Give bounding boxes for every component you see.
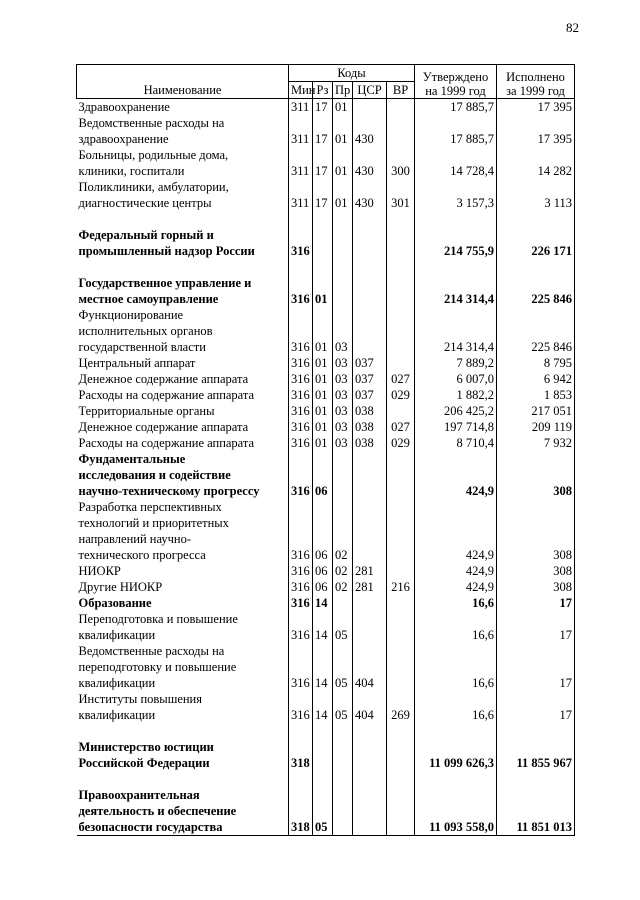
cell-executed: 1 853 [497,387,575,403]
cell-pr [333,739,353,771]
table-row [77,307,575,355]
cell-name: Другие НИОКР [78,580,163,594]
header-approved: Утверждено на 1999 год [415,65,497,99]
cell-pr: 01 [333,179,353,211]
cell-approved: 424,9 [415,579,497,595]
cell-vr [387,499,415,563]
cell-min: 316 [289,227,313,259]
cell-min: 318 [289,739,313,771]
cell-name [77,211,289,227]
cell-rz: 05 [313,787,333,836]
cell-rz [313,723,333,739]
header-codes: Коды [289,65,415,82]
cell-vr: 269 [387,691,415,723]
cell-name: Переподготовка и повышение квалификации [78,612,238,642]
cell-csr: 038 [353,435,387,451]
cell-executed: 217 051 [497,403,575,419]
cell-min: 316 [289,499,313,563]
cell-min [289,771,313,787]
cell-pr: 05 [333,691,353,723]
cell-vr: 300 [387,147,415,179]
cell-executed: 308 [497,499,575,563]
cell-csr [353,275,387,307]
cell-min [289,211,313,227]
cell-min: 311 [289,115,313,147]
cell-vr [387,611,415,643]
cell-min: 311 [289,99,313,116]
cell-executed: 226 171 [497,227,575,259]
cell-pr [333,723,353,739]
cell-csr [353,307,387,355]
cell-executed [497,723,575,739]
cell-pr: 03 [333,403,353,419]
cell-csr [353,499,387,563]
cell-rz: 01 [313,355,333,371]
cell-approved: 424,9 [415,499,497,563]
table-row [77,611,575,643]
table-row [77,787,575,836]
table-row [77,179,575,211]
cell-csr: 430 [353,147,387,179]
cell-executed: 225 846 [497,307,575,355]
cell-approved [415,723,497,739]
cell-min: 311 [289,179,313,211]
cell-pr: 01 [333,115,353,147]
cell-rz: 17 [313,99,333,116]
cell-pr: 02 [333,579,353,595]
cell-vr [387,563,415,579]
cell-csr [353,771,387,787]
cell-vr: 301 [387,179,415,211]
cell-min [289,259,313,275]
cell-approved: 16,6 [415,611,497,643]
cell-executed: 3 113 [497,179,575,211]
cell-rz [313,771,333,787]
cell-min: 316 [289,595,313,611]
cell-csr [353,787,387,836]
cell-csr [353,227,387,259]
cell-csr: 404 [353,691,387,723]
cell-rz: 14 [313,691,333,723]
table-row [77,115,575,147]
cell-executed: 14 282 [497,147,575,179]
cell-vr [387,771,415,787]
cell-min [289,723,313,739]
header-vr: ВР [387,82,415,99]
cell-approved [415,259,497,275]
cell-rz: 06 [313,499,333,563]
cell-approved: 424,9 [415,563,497,579]
cell-approved: 214 755,9 [415,227,497,259]
cell-pr: 05 [333,611,353,643]
cell-name [77,259,289,275]
spacer-row [77,259,575,275]
cell-min: 316 [289,451,313,499]
cell-name: Правоохранительная деятельность и обеспечение безопасности государства [77,787,289,836]
page-number: 82 [566,20,579,35]
cell-approved: 214 314,4 [415,307,497,355]
cell-name: Разработка перспективных технологий и приоритетных направлений научно- технического прогресса [78,500,229,562]
cell-min: 316 [289,643,313,691]
cell-rz: 14 [313,643,333,691]
table-row [77,99,575,116]
cell-approved: 17 885,7 [415,115,497,147]
table-row [77,595,575,611]
budget-table [76,64,575,836]
cell-csr: 430 [353,115,387,147]
cell-approved: 424,9 [415,451,497,499]
cell-vr [387,451,415,499]
cell-executed: 308 [497,451,575,499]
cell-csr: 037 [353,387,387,403]
cell-pr: 03 [333,435,353,451]
cell-name: Поликлиники, амбулатории, диагностические центры [78,180,229,210]
cell-approved: 6 007,0 [415,371,497,387]
cell-vr [387,723,415,739]
cell-approved: 1 882,2 [415,387,497,403]
table-row [77,579,575,595]
cell-name: Ведомственные расходы на здравоохранение [78,116,225,146]
cell-pr [333,275,353,307]
cell-csr [353,259,387,275]
cell-name: Больницы, родильные дома, клиники, госпитали [78,148,229,178]
cell-rz: 01 [313,435,333,451]
cell-vr [387,595,415,611]
cell-csr [353,99,387,116]
cell-min: 316 [289,419,313,435]
header-pr: Пр [333,82,353,99]
table-row [77,435,575,451]
cell-name: Образование [78,596,152,610]
cell-vr [387,307,415,355]
cell-min: 316 [289,275,313,307]
cell-min: 316 [289,387,313,403]
cell-executed: 17 [497,595,575,611]
cell-pr: 03 [333,307,353,355]
cell-name [77,771,289,787]
cell-csr: 038 [353,419,387,435]
header-min: Мин [289,82,313,99]
table-row [77,403,575,419]
cell-name: Расходы на содержание аппарата [78,436,255,450]
cell-min: 316 [289,355,313,371]
cell-rz: 01 [313,371,333,387]
cell-csr: 038 [353,403,387,419]
table-row [77,643,575,691]
cell-min: 311 [289,147,313,179]
cell-min: 316 [289,371,313,387]
table-row [77,739,575,771]
cell-name: Денежное содержание аппарата [78,420,249,434]
table-row [77,691,575,723]
cell-approved: 197 714,8 [415,419,497,435]
cell-pr: 01 [333,147,353,179]
cell-rz: 17 [313,115,333,147]
cell-name: Фундаментальные исследования и содействие научно-техническому прогрессу [78,452,260,498]
cell-executed: 17 [497,691,575,723]
cell-vr: 029 [387,387,415,403]
table-row [77,451,575,499]
cell-approved: 8 710,4 [415,435,497,451]
cell-vr [387,99,415,116]
cell-name [77,723,289,739]
cell-vr: 027 [387,419,415,435]
cell-approved [415,771,497,787]
cell-name: Институты повышения квалификации [78,692,202,722]
cell-vr [387,787,415,836]
cell-rz: 06 [313,563,333,579]
cell-vr [387,259,415,275]
cell-pr: 03 [333,355,353,371]
table-row [77,275,575,307]
cell-executed: 11 851 013 [497,787,575,836]
cell-executed: 17 [497,643,575,691]
table-row [77,371,575,387]
cell-rz: 14 [313,611,333,643]
cell-csr [353,723,387,739]
cell-name: Ведомственные расходы на переподготовку и повышение квалификации [78,644,237,690]
cell-rz: 06 [313,579,333,595]
cell-executed: 7 932 [497,435,575,451]
cell-pr: 03 [333,419,353,435]
cell-rz: 17 [313,179,333,211]
cell-vr [387,227,415,259]
cell-vr: 216 [387,579,415,595]
cell-rz: 01 [313,387,333,403]
cell-approved: 7 889,2 [415,355,497,371]
cell-min: 316 [289,579,313,595]
cell-csr: 404 [353,643,387,691]
cell-vr: 027 [387,371,415,387]
cell-pr: 01 [333,99,353,116]
cell-executed: 8 795 [497,355,575,371]
header-name: Наименование [77,65,289,99]
cell-rz: 14 [313,595,333,611]
cell-executed: 6 942 [497,371,575,387]
cell-rz: 01 [313,275,333,307]
cell-executed [497,771,575,787]
cell-rz: 01 [313,307,333,355]
cell-pr [333,595,353,611]
table-row [77,387,575,403]
cell-executed: 308 [497,563,575,579]
cell-approved: 11 099 626,3 [415,739,497,771]
cell-executed: 17 395 [497,99,575,116]
cell-rz [313,259,333,275]
cell-vr [387,643,415,691]
cell-min: 316 [289,307,313,355]
cell-min: 316 [289,403,313,419]
cell-min: 318 [289,787,313,836]
cell-name: Территориальные органы [78,404,215,418]
cell-min: 316 [289,435,313,451]
cell-executed [497,211,575,227]
cell-csr: 037 [353,355,387,371]
header-row-1 [77,65,575,82]
cell-name: Государственное управление и местное самоуправление [78,276,252,306]
cell-rz: 06 [313,451,333,499]
table-row [77,499,575,563]
header-executed: Исполнено за 1999 год [497,65,575,99]
header-csr: ЦСР [353,82,387,99]
cell-pr [333,211,353,227]
cell-name: Министерство юстиции Российской Федерации [78,740,214,770]
spacer-row [77,723,575,739]
cell-pr: 05 [333,643,353,691]
cell-approved: 11 093 558,0 [415,787,497,836]
cell-name: Функционирование исполнительных органов государственной власти [78,308,213,354]
cell-approved: 17 885,7 [415,99,497,116]
cell-pr [333,259,353,275]
cell-approved: 3 157,3 [415,179,497,211]
cell-vr [387,115,415,147]
cell-executed: 308 [497,579,575,595]
spacer-row [77,771,575,787]
table-row [77,419,575,435]
cell-approved: 16,6 [415,595,497,611]
cell-min: 316 [289,563,313,579]
cell-csr: 281 [353,579,387,595]
cell-csr: 430 [353,179,387,211]
cell-approved [415,211,497,227]
cell-min: 316 [289,691,313,723]
table-body [77,99,575,836]
cell-min: 316 [289,611,313,643]
cell-vr [387,355,415,371]
header-rz: Рз [313,82,333,99]
cell-name: Здравоохранение [78,100,170,114]
cell-vr [387,211,415,227]
cell-approved: 214 314,4 [415,275,497,307]
table-row [77,563,575,579]
cell-pr [333,787,353,836]
cell-executed: 225 846 [497,275,575,307]
cell-pr: 02 [333,563,353,579]
cell-csr [353,611,387,643]
table-row [77,355,575,371]
cell-csr [353,739,387,771]
cell-csr [353,211,387,227]
cell-name: Федеральный горный и промышленный надзор России [78,228,255,258]
cell-pr: 02 [333,499,353,563]
table-row [77,147,575,179]
cell-name: Денежное содержание аппарата [78,372,249,386]
cell-rz: 01 [313,419,333,435]
cell-approved: 16,6 [415,691,497,723]
cell-rz: 17 [313,147,333,179]
cell-rz [313,211,333,227]
cell-pr: 03 [333,387,353,403]
cell-executed: 11 855 967 [497,739,575,771]
cell-executed: 17 [497,611,575,643]
cell-pr: 03 [333,371,353,387]
cell-csr: 281 [353,563,387,579]
cell-vr [387,403,415,419]
cell-csr [353,451,387,499]
cell-vr: 029 [387,435,415,451]
cell-name: НИОКР [78,564,121,578]
cell-vr [387,275,415,307]
cell-rz: 01 [313,403,333,419]
cell-pr [333,451,353,499]
cell-approved: 16,6 [415,643,497,691]
cell-pr [333,227,353,259]
cell-pr [333,771,353,787]
cell-vr [387,739,415,771]
cell-rz [313,227,333,259]
cell-name: Центральный аппарат [78,356,196,370]
cell-csr [353,595,387,611]
cell-csr: 037 [353,371,387,387]
cell-executed: 209 119 [497,419,575,435]
cell-approved: 206 425,2 [415,403,497,419]
cell-name: Расходы на содержание аппарата [78,388,255,402]
spacer-row [77,211,575,227]
cell-executed [497,259,575,275]
cell-executed: 17 395 [497,115,575,147]
cell-approved: 14 728,4 [415,147,497,179]
cell-rz [313,739,333,771]
table-row [77,227,575,259]
